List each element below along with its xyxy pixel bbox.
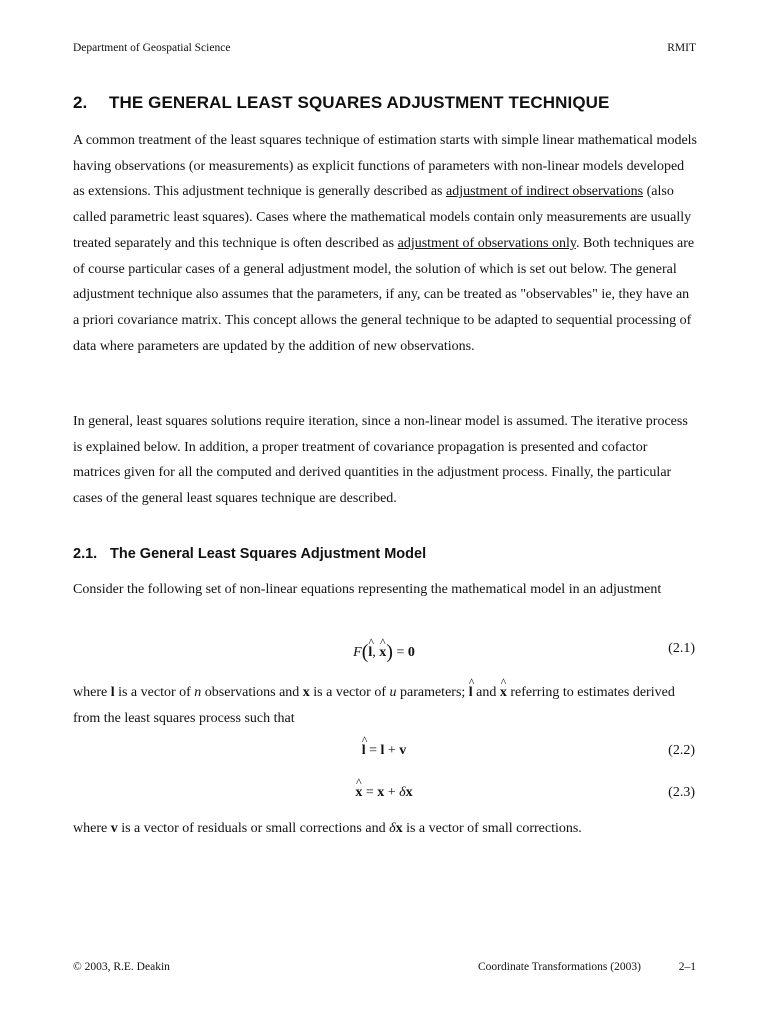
paragraph-consider: Consider the following set of non-linear equations representing the mathematical model in an adjustment (73, 582, 662, 597)
paragraph-iteration: In general, least squares solutions require iteration, since a non-linear model is assumed. The iterative process is explained below. In addition, a proper treatment of covariance propagation is presented and cofactor matrices given for all the computed and derived quantities in the adjustment process. Finally, the particular cases of the general least squares technique are described. (73, 414, 688, 507)
eq2-v: v (399, 743, 407, 758)
para1-text-3: . Both techniques are of course particular cases of a general adjustment model, the solution of which is set out below. The general adjustment technique also assumes that the parameters, if any, can be treated as "observables" ie, they have an a priori covariance matrix. This concept allows the general technique to be adapted to sequential processing of data where parameters are updated by the addition of new observations. (73, 235, 695, 354)
header-institution: RMIT (667, 42, 696, 54)
equation-2-3-number: (2.3) (668, 785, 695, 800)
eq3-equals: = (362, 785, 378, 800)
para4-text-4: is a vector of (309, 685, 390, 700)
eq3-x-hat: ^ x (355, 785, 362, 801)
eq2-l: l (380, 743, 385, 758)
eq2-equals: = (365, 743, 381, 758)
eq1-x-hat: ^ x (379, 645, 386, 661)
eq3-delta: δ (399, 785, 406, 800)
para4-n: n (194, 685, 202, 700)
section-number: 2. (73, 93, 88, 112)
eq2-plus: + (384, 743, 400, 758)
para5-text-3: is a vector of small corrections. (402, 821, 582, 836)
para4-x: x (302, 685, 310, 700)
para4-x-hat: ^ x (500, 680, 507, 706)
paragraph-where-l-x (73, 680, 698, 731)
para1-text-1: A common treatment of the least squares technique of estimation starts with simple linear mathematical models having observations (or measurements) as explicit functions of parameters with non-linear models developed as extensions. This adjustment technique is generally described as (73, 133, 697, 200)
para5-delta: δ (389, 821, 396, 836)
para5-text-1: where (73, 821, 111, 836)
eq3-plus: + (384, 785, 400, 800)
eq1-equals: = (392, 645, 408, 660)
para1-text-2: (also called parametric least squares). Cases where the mathematical models contain only measurements are usually treated separately and this technique is often described as (73, 184, 692, 251)
para5-text-2: is a vector of residuals or small corrections and (117, 821, 390, 836)
para4-l-hat: ^ l (469, 680, 473, 706)
equation-2-2-body (73, 743, 695, 759)
equation-2-2 (73, 743, 695, 767)
para4-text-7: referring to estimates derived from the least squares process such that (73, 685, 675, 726)
eq1-l-hat: ^ l (368, 645, 372, 661)
para5-v: v (110, 821, 118, 836)
para4-text-6: and (472, 685, 500, 700)
equation-2-1 (73, 641, 695, 665)
paragraph-where-v (73, 816, 698, 842)
eq3-x: x (377, 785, 385, 800)
footer-document-title: Coordinate Transformations (2003) (478, 961, 641, 973)
footer-page-number: 2–1 (678, 961, 696, 973)
header-department: Department of Geospatial Science (73, 42, 231, 54)
eq1-zero: 0 (407, 645, 415, 660)
eq1-function: F (353, 645, 362, 660)
equation-2-3-body (73, 785, 695, 801)
subsection-number: 2.1. (73, 546, 98, 562)
underlined-term-observations-only: adjustment of observations only (397, 235, 576, 251)
para4-l: l (110, 685, 115, 700)
equation-2-1-body: F(^ l, ^ x) = 0 (73, 641, 695, 664)
para4-u: u (389, 685, 397, 700)
para5-x: x (395, 821, 403, 836)
subsection-heading (73, 546, 693, 562)
para4-text-3: observations and (201, 685, 303, 700)
equation-2-3 (73, 785, 695, 809)
footer-copyright: © 2003, R.E. Deakin (73, 961, 170, 973)
eq3-x-correction: x (405, 785, 413, 800)
eq2-l-hat: ^ l (362, 743, 366, 759)
equation-2-1-number: (2.1) (668, 641, 695, 656)
eq1-comma: , (372, 645, 380, 660)
section-title: THE GENERAL LEAST SQUARES ADJUSTMENT TECHNIQUE (109, 93, 610, 112)
underlined-term-indirect-observations: adjustment of indirect observations (445, 184, 644, 200)
section-heading (73, 93, 693, 113)
para4-text-2: is a vector of (114, 685, 195, 700)
subsection-title: The General Least Squares Adjustment Model (110, 546, 427, 562)
para4-text-5: parameters; (396, 685, 469, 700)
para4-text-1: where (73, 685, 111, 700)
equation-2-2-number: (2.2) (668, 743, 695, 758)
paragraph-intro (73, 128, 698, 359)
